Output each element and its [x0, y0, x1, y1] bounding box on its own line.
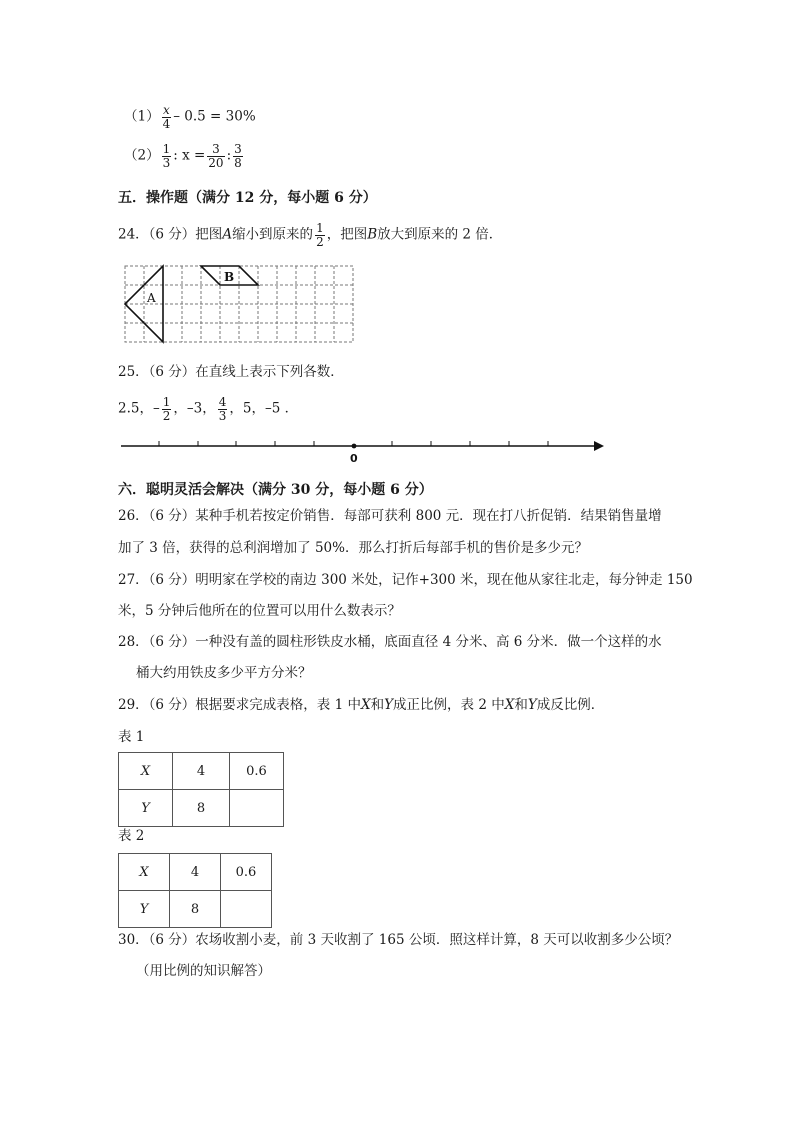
table-cell: X — [119, 753, 173, 790]
zero-label: 0 — [350, 452, 358, 465]
question-27-line-2: 米，5 分钟后他所在的位置可以用什么数表示？ — [118, 603, 401, 619]
table-1-label: 表 1 — [118, 729, 145, 745]
table-cell: 4 — [173, 753, 230, 790]
table-2-label: 表 2 — [118, 828, 145, 844]
equation-1 — [124, 104, 256, 130]
arrow-right-icon — [594, 441, 604, 451]
shape-grid-figure — [118, 260, 358, 346]
equation-2 — [124, 143, 245, 169]
table-row — [119, 891, 272, 928]
origin-dot — [352, 444, 357, 449]
shape-a-label: A — [147, 291, 156, 305]
fraction-1-over-2: $\frac{1}{2}$ — [316, 221, 324, 249]
table-cell: 0.6 — [230, 753, 284, 790]
equation-2-mid: : x = — [173, 147, 206, 164]
question-29: 29．（6 分）根据要求完成表格，表 1 中X和Y成正比例，表 2 中X和Y成反比例． — [118, 697, 605, 713]
table-cell — [230, 790, 284, 827]
number-list: 2.5，– $\frac{1}{2}$ ，–3， $\frac{4}{3}$ ，5，–5 ． — [118, 395, 299, 423]
table-cell — [221, 891, 272, 928]
fraction-3-over-20: $\frac{3}{20}$ — [208, 142, 224, 170]
fraction-neg-1-over-2: $\frac{1}{2}$ — [162, 395, 171, 423]
question-25: 25．（6 分）在直线上表示下列各数． — [118, 364, 344, 380]
fraction-1-over-3: $\frac{1}{3}$ — [162, 142, 171, 170]
table-row — [119, 753, 284, 790]
question-30-line-1: 30．（6 分）农场收割小麦，前 3 天收割了 165 公顷．照这样计算，8 天可以收割多少公顷？ — [118, 932, 679, 948]
table-row — [119, 790, 284, 827]
equation-2-colon: : — [226, 147, 232, 164]
table-cell: 4 — [170, 854, 221, 891]
table-row — [119, 854, 272, 891]
question-28-line-1: 28．（6 分）一种没有盖的圆柱形铁皮水桶，底面直径 4 分米、高 6 分米．做一个这样的水 — [118, 634, 662, 650]
table-cell: 0.6 — [221, 854, 272, 891]
question-26-line-1: 26．（6 分）某种手机若按定价销售．每部可获利 800 元．现在打八折促销．结果销售量增 — [118, 508, 662, 524]
question-26-line-2: 加了 3 倍，获得的总利润增加了 50%．那么打折后每部手机的售价是多少元？ — [118, 540, 588, 556]
table-1 — [118, 752, 284, 827]
table-cell: 8 — [170, 891, 221, 928]
question-24: 24．（6 分）把图A缩小到原来的 $\frac{1}{2}$ ，把图B放大到原来的 2 倍． — [118, 221, 503, 249]
table-cell: X — [119, 854, 170, 891]
section-6-title: 六．聪明灵活会解决（满分 30 分，每小题 6 分） — [118, 482, 433, 498]
fraction-3-over-8: $\frac{3}{8}$ — [234, 142, 242, 170]
table-cell: Y — [119, 891, 170, 928]
section-5-title: 五．操作题（满分 12 分，每小题 6 分） — [118, 190, 377, 206]
table-cell: Y — [119, 790, 173, 827]
table-cell: 8 — [173, 790, 230, 827]
question-30-line-2: （用比例的知识解答） — [136, 963, 271, 979]
shape-b-label: B — [224, 270, 235, 284]
fraction-4-over-3: $\frac{4}{3}$ — [218, 395, 227, 423]
number-line — [118, 434, 608, 466]
equation-1-rest: – 0.5 = 30% — [173, 108, 256, 125]
equation-2-label: （2） — [124, 147, 160, 164]
question-27-line-1: 27．（6 分）明明家在学校的南边 300 米处，记作+300 米，现在他从家往北走，每分钟走 150 — [118, 572, 693, 588]
question-28-line-2: 桶大约用铁皮多少平方分米？ — [136, 665, 312, 681]
fraction-x-over-4: $\frac{x}{4}$ — [162, 103, 171, 131]
table-2 — [118, 853, 272, 928]
equation-1-label: （1） — [124, 108, 160, 125]
